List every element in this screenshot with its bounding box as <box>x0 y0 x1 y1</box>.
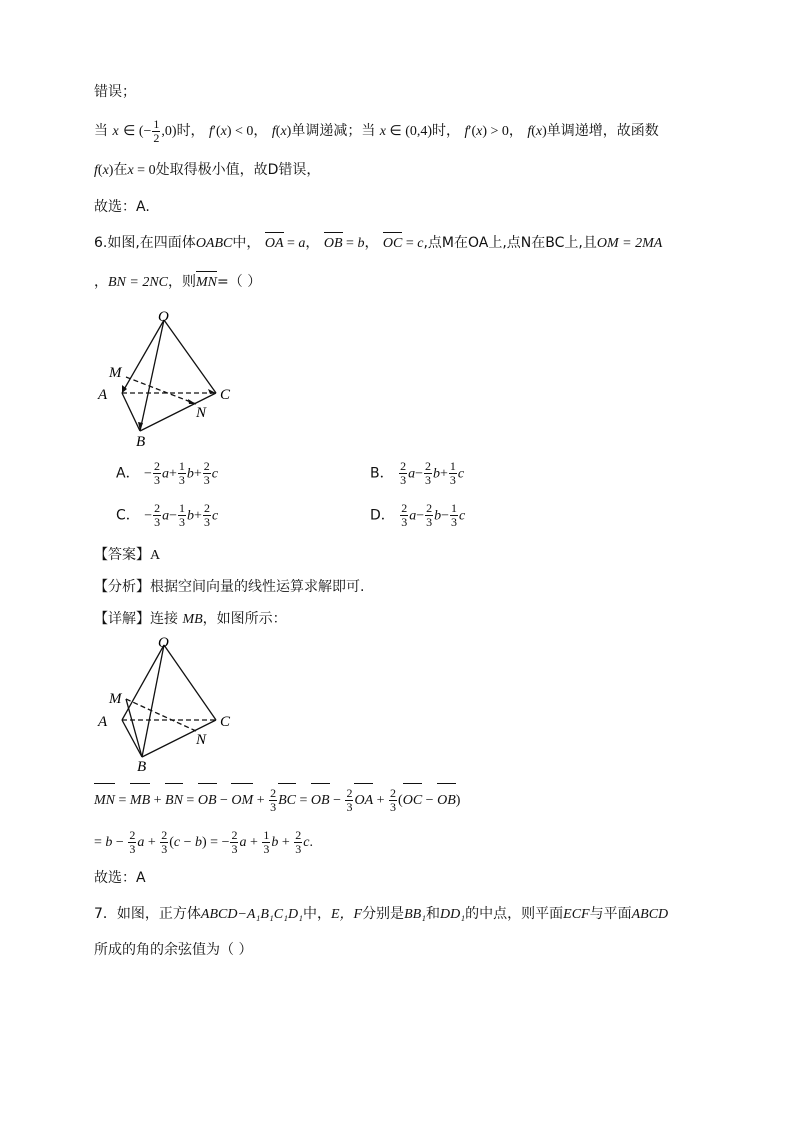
text: ,点M在OA上,点N在BC上,且 <box>423 235 597 251</box>
text-line <box>94 82 136 102</box>
answer-text: A <box>150 548 161 563</box>
question-6-stem: ，BN = 2NC，则MN=（ ） <box>94 272 261 293</box>
tetrahedron-figure-solution <box>92 633 242 773</box>
text: 所成的角的余弦值为（ ） <box>94 942 253 958</box>
text: ABCD <box>631 907 669 922</box>
text: 连接 <box>150 611 178 627</box>
text: ABCD−A₁B₁C₁D₁ <box>200 907 303 922</box>
option-b[interactable]: B． $\frac{2}{3}$ a− $\frac{2}{3}$ b+ $\frac{1}{3}$ c <box>370 459 465 487</box>
option-label: D． <box>370 507 395 524</box>
vertex-label-O: O <box>158 635 169 651</box>
equation-line: MN = MB + BN = OB − OM + $\frac{2}{3}$ BC = OB − $\frac{2}{3}$ OA + $\frac{2}{3}$ (OC − OB) <box>94 784 460 816</box>
text: BN = 2NC <box>108 275 169 290</box>
text-line: 当 x ∈ (− $\frac{1}{2}$ ,0)时， f′(x) < 0， f(x)单调递减；当 x ∈ (0,4)时， f′(x) > 0， f(x)单调递增，故函数 <box>94 116 659 145</box>
option-d[interactable]: D． $\frac{2}{3}$ a− $\frac{2}{3}$ b− $\frac{1}{3}$ c <box>370 501 466 529</box>
text: 当 <box>94 123 108 139</box>
text: 单调递减；当 <box>291 123 376 139</box>
text: OABC <box>195 236 233 251</box>
text-line <box>94 868 146 888</box>
question-6-stem: 6.如图,在四面体OABC中， OA = a， OB = b， OC = c,点M在OA上,点N在BC上,且OM = 2MA <box>94 233 662 254</box>
text: DD₁ <box>440 907 466 922</box>
text: 在 <box>113 162 128 178</box>
text: 错误； <box>94 84 136 100</box>
answer-line <box>94 545 160 566</box>
analysis-text: 根据空间向量的线性运算求解即可. <box>150 579 365 595</box>
vertex-label-C: C <box>220 387 231 403</box>
analysis-line <box>94 577 364 597</box>
question-7-stem <box>94 904 668 925</box>
option-a[interactable]: A． − $\frac{2}{3}$ a+ $\frac{1}{3}$ b+ $\frac{2}{3}$ c <box>116 459 218 487</box>
text-line: f(x)在x = 0处取得极小值，故D错误， <box>94 162 321 178</box>
text: 中， <box>232 235 261 251</box>
text: 故选：A. <box>94 199 150 215</box>
point-label-M: M <box>109 365 122 381</box>
text: 7．如图，正方体 <box>94 906 201 922</box>
tetrahedron-figure <box>92 305 242 450</box>
question-7-stem <box>94 940 252 960</box>
option-label: A． <box>116 465 140 482</box>
text: 分别是 <box>362 906 405 922</box>
text: BB₁ <box>404 907 427 922</box>
text: 6.如图,在四面体 <box>94 235 196 251</box>
text: E，F <box>330 907 363 922</box>
text: 单调递增，故函数 <box>546 123 659 139</box>
text: ECF <box>563 907 590 922</box>
text: 故选：A <box>94 870 146 886</box>
text: 的中点，则平面 <box>465 906 564 922</box>
vertex-label-B: B <box>137 759 147 773</box>
text: 与平面 <box>589 906 632 922</box>
detail-line <box>94 609 287 630</box>
text: OM = 2MA <box>596 236 663 251</box>
answer-tag: 【答案】 <box>94 547 150 563</box>
option-c[interactable]: C． − $\frac{2}{3}$ a− $\frac{1}{3}$ b+ $\frac{2}{3}$ c <box>116 501 219 529</box>
vertex-label-O: O <box>158 309 169 325</box>
option-label: C． <box>116 507 140 524</box>
text: ，如图所示： <box>202 611 287 627</box>
text: 和 <box>426 906 441 922</box>
text: =（ ） <box>217 274 262 290</box>
detail-tag: 【详解】 <box>94 611 150 627</box>
point-label-M: M <box>109 691 122 707</box>
vertex-label-A: A <box>98 714 108 730</box>
text-line <box>94 197 150 217</box>
text: 中， <box>302 906 331 922</box>
vertex-label-B: B <box>136 434 146 450</box>
option-label: B． <box>370 465 394 482</box>
text: 时， <box>432 123 461 139</box>
text: 处取得极小值，故D错误， <box>155 162 321 178</box>
point-label-N: N <box>196 732 207 748</box>
equation-line: = b − $\frac{2}{3}$ a + $\frac{2}{3}$ (c − b) = − $\frac{2}{3}$ a + $\frac{1}{3}$ b + $\frac{2}{3}$ c. <box>94 827 313 856</box>
fraction: $\frac{1}{2}$ <box>153 116 160 145</box>
text: MB <box>182 612 203 627</box>
point-label-N: N <box>196 405 207 421</box>
text: ，则 <box>168 274 197 290</box>
vertex-label-A: A <box>98 387 108 403</box>
text: ， <box>508 123 523 139</box>
text: ， <box>253 123 268 139</box>
analysis-tag: 【分析】 <box>94 579 150 595</box>
vertex-label-C: C <box>220 714 231 730</box>
text: 时， <box>176 123 205 139</box>
